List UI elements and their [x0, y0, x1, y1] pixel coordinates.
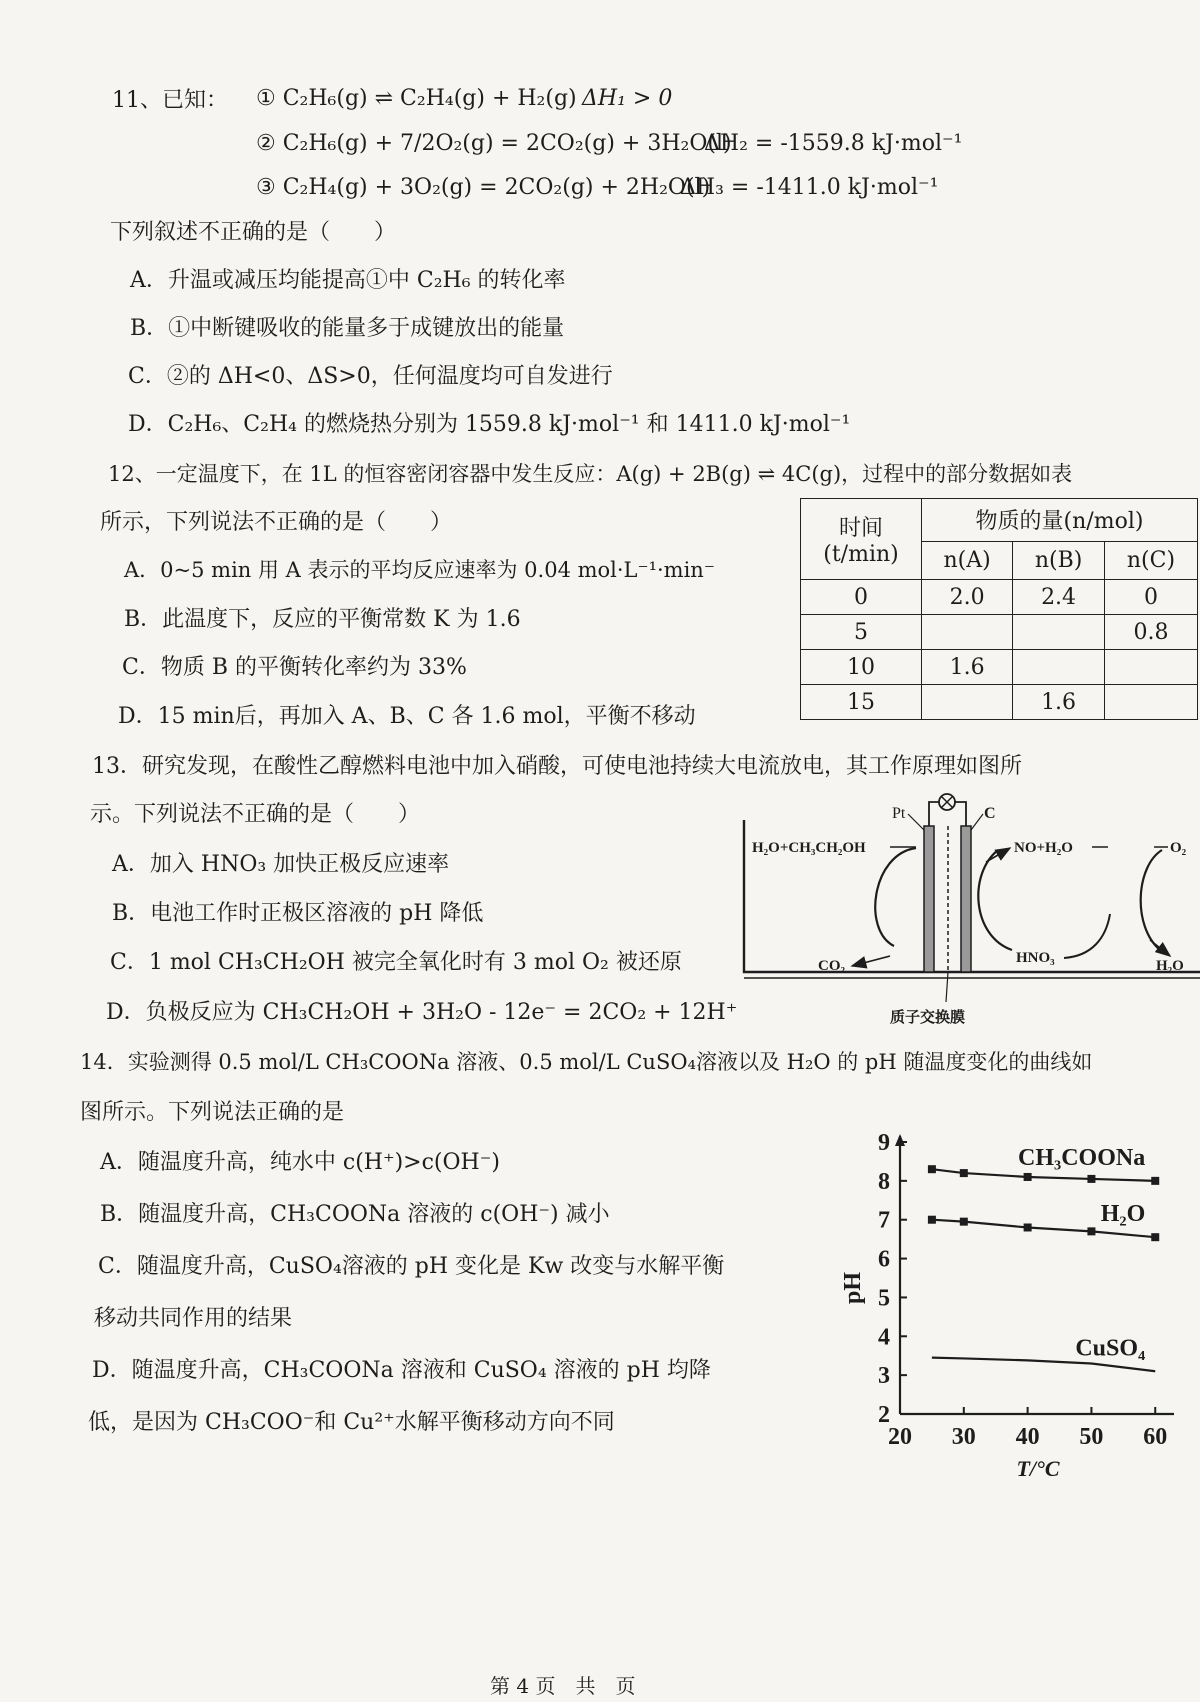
- table-cell: 10: [801, 650, 922, 685]
- data-point: [1024, 1173, 1032, 1181]
- data-point: [1024, 1223, 1032, 1231]
- label-far-top: O₂: [1170, 840, 1187, 856]
- label-far-bottom: H₂O: [1156, 958, 1184, 974]
- q13-line-1: 13．研究发现，在酸性乙醇燃料电池中加入硝酸，可使电池持续大电流放电，其工作原理如图所: [92, 754, 1022, 779]
- c-electrode: [961, 826, 971, 972]
- q13-option-d: D．负极反应为 CH₃CH₂OH + 3H₂O - 12e⁻ = 2CO₂ + 12H⁺: [106, 1000, 738, 1025]
- x-tick-label: 40: [1015, 1424, 1040, 1450]
- q12-data-table: [800, 498, 1198, 720]
- data-point: [1087, 1175, 1095, 1183]
- data-point: [960, 1218, 968, 1226]
- y-tick-label: 2: [878, 1402, 890, 1428]
- label-right-top: NO+H₂O: [1014, 840, 1073, 856]
- table-header-time-unit: (t/min): [823, 542, 899, 567]
- data-point: [928, 1165, 936, 1173]
- table-header-time-label: 时间: [838, 516, 883, 541]
- left-reaction-arc: [875, 848, 916, 946]
- x-tick-label: 60: [1143, 1424, 1168, 1450]
- table-col-nb: n(B): [1013, 541, 1105, 579]
- y-tick-label: 7: [878, 1207, 890, 1234]
- fuel-cell-diagram: [740, 790, 1200, 1030]
- table-cell: [922, 685, 1013, 720]
- x-tick-label: 30: [951, 1424, 976, 1450]
- table-row: [801, 580, 1198, 615]
- label-pt: Pt: [892, 805, 906, 822]
- y-tick-label: 8: [878, 1168, 890, 1195]
- label-membrane: 质子交换膜: [890, 1010, 966, 1026]
- q14-line-1: 14．实验测得 0.5 mol/L CH₃COONa 溶液、0.5 mol/L CuSO₄溶液以及 H₂O 的 pH 随温度变化的曲线如: [80, 1050, 1093, 1074]
- table-cell: 15: [801, 685, 922, 720]
- q12-option-c: C．物质 B 的平衡转化率约为 33%: [122, 655, 467, 680]
- y-tick-label: 4: [878, 1324, 890, 1351]
- table-cell: [1104, 650, 1197, 685]
- q11-option-a: A．升温或减压均能提高①中 C₂H₆ 的转化率: [130, 268, 566, 293]
- table-cell: [1013, 650, 1105, 685]
- x-tick-label: 50: [1079, 1424, 1104, 1450]
- table-cell: 0: [801, 580, 922, 615]
- q14-option-c: C．随温度升高，CuSO₄溶液的 pH 变化是 Kw 改变与水解平衡: [98, 1254, 725, 1279]
- x-tick-label: 20: [888, 1424, 912, 1450]
- q14-option-a: A．随温度升高，纯水中 c(H⁺)>c(OH⁻): [100, 1150, 500, 1175]
- q11-equation-2: ② C₂H₆(g) + 7/2O₂(g) = 2CO₂(g) + 3H₂O(l): [256, 131, 732, 156]
- q12-option-a: A．0~5 min 用 A 表示的平均反应速率为 0.04 mol·L⁻¹·min⁻: [124, 558, 715, 582]
- data-point: [960, 1169, 968, 1177]
- y-axis-arrow: [895, 1134, 905, 1146]
- q12-option-b: B．此温度下，反应的平衡常数 K 为 1.6: [124, 607, 521, 632]
- q11-number: 11、已知：: [112, 88, 228, 113]
- series-label: CuSO₄: [1075, 1335, 1146, 1362]
- q11-equation-3-enthalpy: ΔH₃ = -1411.0 kJ·mol⁻¹: [680, 175, 939, 200]
- q11-stem: 下列叙述不正确的是（ ）: [110, 220, 397, 245]
- q12-option-d: D．15 min后，再加入 A、B、C 各 1.6 mol，平衡不移动: [118, 704, 696, 729]
- ph-temperature-chart: [840, 1130, 1200, 1490]
- table-cell: [1104, 685, 1197, 720]
- table-cell: 1.6: [1013, 685, 1105, 720]
- q11-equation-2-enthalpy: ΔH₂ = -1559.8 kJ·mol⁻¹: [704, 131, 963, 156]
- q14-option-b: B．随温度升高，CH₃COONa 溶液的 c(OH⁻) 减小: [100, 1202, 610, 1227]
- far-right-arc: [1141, 850, 1162, 950]
- table-col-nc: n(C): [1104, 541, 1197, 579]
- table-cell: 0.8: [1104, 615, 1197, 650]
- q12-line-1: 12、一定温度下，在 1L 的恒容密闭容器中发生反应：A(g) + 2B(g) ⇌ 4C(g)，过程中的部分数据如表: [108, 462, 1073, 486]
- table-cell: 0: [1104, 580, 1197, 615]
- series-label: CH₃COONa: [1018, 1144, 1146, 1171]
- q11-equation-1: ① C₂H₆(g) ⇌ C₂H₄(g) + H₂(g): [256, 86, 577, 111]
- table-header-time: [801, 499, 922, 580]
- y-axis-label: pH: [840, 1271, 866, 1305]
- data-point: [1087, 1227, 1095, 1235]
- label-c: C: [984, 805, 996, 822]
- pt-electrode: [924, 826, 934, 972]
- x-axis-label: T/°C: [1016, 1456, 1060, 1481]
- right-reaction-arc: [978, 850, 1012, 950]
- series-label: H₂O: [1100, 1201, 1146, 1228]
- q13-option-c: C．1 mol CH₃CH₂OH 被完全氧化时有 3 mol O₂ 被还原: [110, 950, 682, 975]
- y-tick-label: 6: [878, 1246, 890, 1273]
- q11-equation-1-enthalpy: ΔH₁ > 0: [582, 86, 673, 111]
- table-cell: [1013, 615, 1105, 650]
- data-point: [1151, 1177, 1159, 1185]
- page-footer: 第 4 页 共 页: [490, 1674, 636, 1698]
- q14-line-2: 图所示。下列说法正确的是: [80, 1100, 345, 1125]
- table-cell: 1.6: [922, 650, 1013, 685]
- y-tick-label: 3: [878, 1363, 890, 1390]
- q11-option-b: B．①中断键吸收的能量多于成键放出的能量: [130, 316, 565, 341]
- q11-equation-3: ③ C₂H₄(g) + 3O₂(g) = 2CO₂(g) + 2H₂O(l): [256, 175, 711, 200]
- q11-option-c: C．②的 ΔH<0、ΔS>0，任何温度均可自发进行: [128, 364, 613, 389]
- label-left-reactants: H₂O+CH₃CH₂OH: [752, 840, 866, 856]
- q14-option-d-cont: 低，是因为 CH₃COO⁻和 Cu²⁺水解平衡移动方向不同: [88, 1410, 615, 1435]
- q13-option-b: B．电池工作时正极区溶液的 pH 降低: [112, 901, 484, 926]
- table-row: [801, 615, 1198, 650]
- table-row: [801, 650, 1198, 685]
- q13-option-a: A．加入 HNO₃ 加快正极反应速率: [112, 852, 450, 877]
- data-point: [1151, 1233, 1159, 1241]
- q12-line-2: 所示，下列说法不正确的是（ ）: [100, 510, 453, 535]
- table-row: [801, 685, 1198, 720]
- right-return-arc: [1064, 914, 1110, 958]
- table-cell: [922, 615, 1013, 650]
- q14-option-c-cont: 移动共同作用的结果: [94, 1306, 293, 1331]
- table-col-na: n(A): [922, 541, 1013, 579]
- table-cell: 2.4: [1013, 580, 1105, 615]
- q14-option-d: D．随温度升高，CH₃COONa 溶液和 CuSO₄ 溶液的 pH 均降: [92, 1358, 711, 1383]
- y-tick-label: 9: [878, 1130, 890, 1156]
- y-tick-label: 5: [878, 1285, 890, 1312]
- label-right-bottom: HNO₃: [1016, 950, 1055, 966]
- table-cell: 2.0: [922, 580, 1013, 615]
- data-point: [928, 1216, 936, 1224]
- label-left-product: CO₂: [818, 958, 845, 974]
- table-cell: 5: [801, 615, 922, 650]
- q11-option-d: D．C₂H₆、C₂H₄ 的燃烧热分别为 1559.8 kJ·mol⁻¹ 和 1411.0 kJ·mol⁻¹: [128, 412, 851, 437]
- q13-line-2: 示。下列说法不正确的是（ ）: [90, 802, 421, 827]
- table-header-amount: 物质的量(n/mol): [922, 499, 1198, 542]
